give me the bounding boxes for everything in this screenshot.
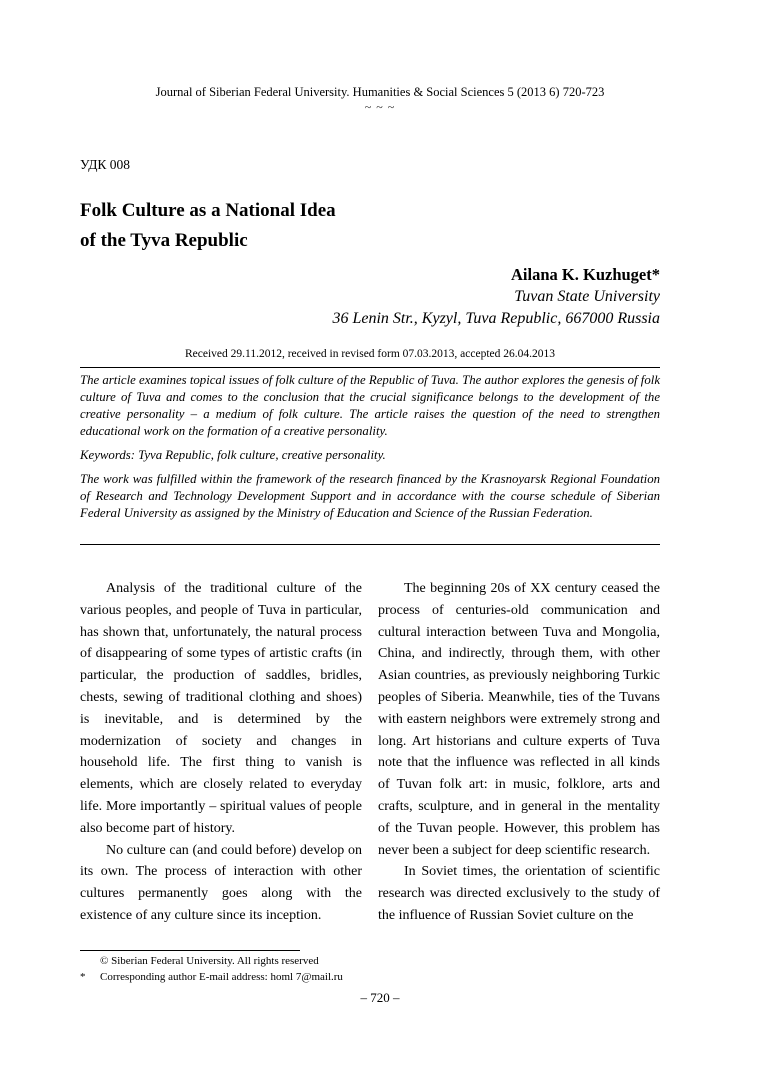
paragraph: No culture can (and could before) develop on its own. The process of interaction with other cultures permanently goes along with the existence of any culture since its inception. (80, 842, 362, 923)
body-text (80, 578, 660, 927)
received-dates: Received 29.11.2012, received in revised form 07.03.2013, accepted 26.04.2013 (184, 348, 556, 360)
paragraph: Analysis of the traditional culture of the various peoples, and people of Tuva in particular, has shown that, unfortunately, the natural process of disappearing of some types of artistic crafts (in particular, the production of saddles, bridles, chests, sewing of traditional clothing and shoes) is inevitable, and is determined by the modernization of society and changes in household life. The first thing to vanish is elements, which are closely related to everyday life. More importantly – spiritual values of people also become part of history. (80, 581, 362, 836)
keywords: Keywords: Tyva Republic, folk culture, creative personality. (80, 448, 386, 462)
footnote-rule (80, 950, 300, 951)
paragraph: The beginning 20s of XX century ceased the process of centuries-old communication and cultural interaction between Tuva and Mongolia, China, and indirectly, through them, with other Asian countries, as previously neighboring Turkic peoples of Siberia. Meanwhile, ties of the Tuvans with eastern neighbors were extremely strong and long. Art historians and culture experts of Tuva note that the influence was reflected in all kinds of Tuvan folk art: in music, folklore, arts and crafts, sculpture, and in general in the mentality of the Tuvan people. However, this problem has never been a subject for deep scientific research. (378, 581, 660, 858)
journal-header: Journal of Siberian Federal University. Humanities & Social Sciences 5 (2013 6) 720-723 (155, 85, 605, 99)
footnote-mark (80, 953, 100, 969)
title-line-2: of the Tyva Republic (80, 230, 248, 251)
author-name: Ailana K. Kuzhuget* (511, 265, 660, 284)
footnote-mark: * (80, 971, 86, 983)
author-address: 36 Lenin Str., Kyzyl, Tuva Republic, 667000 Russia (332, 310, 660, 327)
footnotes (80, 953, 580, 985)
funding-note: The work was fulfilled within the framework of the research financed by the Krasnoyarsk Regional Foundation of Research and Technology Development Support and in accordance with the course schedule of Siberian Federal University as assigned by the Ministry of Education and Science of the Russian Federation. (80, 472, 660, 520)
paragraph: In Soviet times, the orientation of scientific research was directed exclusively to the study of the influence of Russian Soviet culture on the (378, 864, 660, 923)
footnote-text: © Siberian Federal University. All rights reserved (100, 955, 319, 967)
footnote-copyright (80, 953, 580, 969)
right-column (378, 578, 660, 927)
footnote-corresponding (80, 969, 580, 985)
abstract-text: The article examines topical issues of folk culture of the Republic of Tuva. The author explores the genesis of folk culture of Tuva and comes to the conclusion that the crucial significance belongs to the development of the creative personality – a medium of folk culture. The article raises the question of the need to strengthen educational work on the formation of a creative personality. (80, 373, 660, 438)
udk-code: УДК 008 (80, 157, 131, 172)
page-number: – 720 – (360, 990, 400, 1005)
abstract-bottom-rule (80, 544, 660, 545)
left-column (80, 578, 362, 927)
footnote-text: Corresponding author E-mail address: homl 7@mail.ru (100, 971, 343, 983)
abstract-block (80, 372, 660, 529)
header-separator: ~ ~ ~ (364, 100, 396, 114)
abstract-top-rule (80, 367, 660, 368)
article-title (80, 196, 500, 256)
title-line-1: Folk Culture as a National Idea (80, 200, 336, 221)
author-block (332, 264, 660, 330)
author-institution: Tuvan State University (514, 288, 660, 305)
